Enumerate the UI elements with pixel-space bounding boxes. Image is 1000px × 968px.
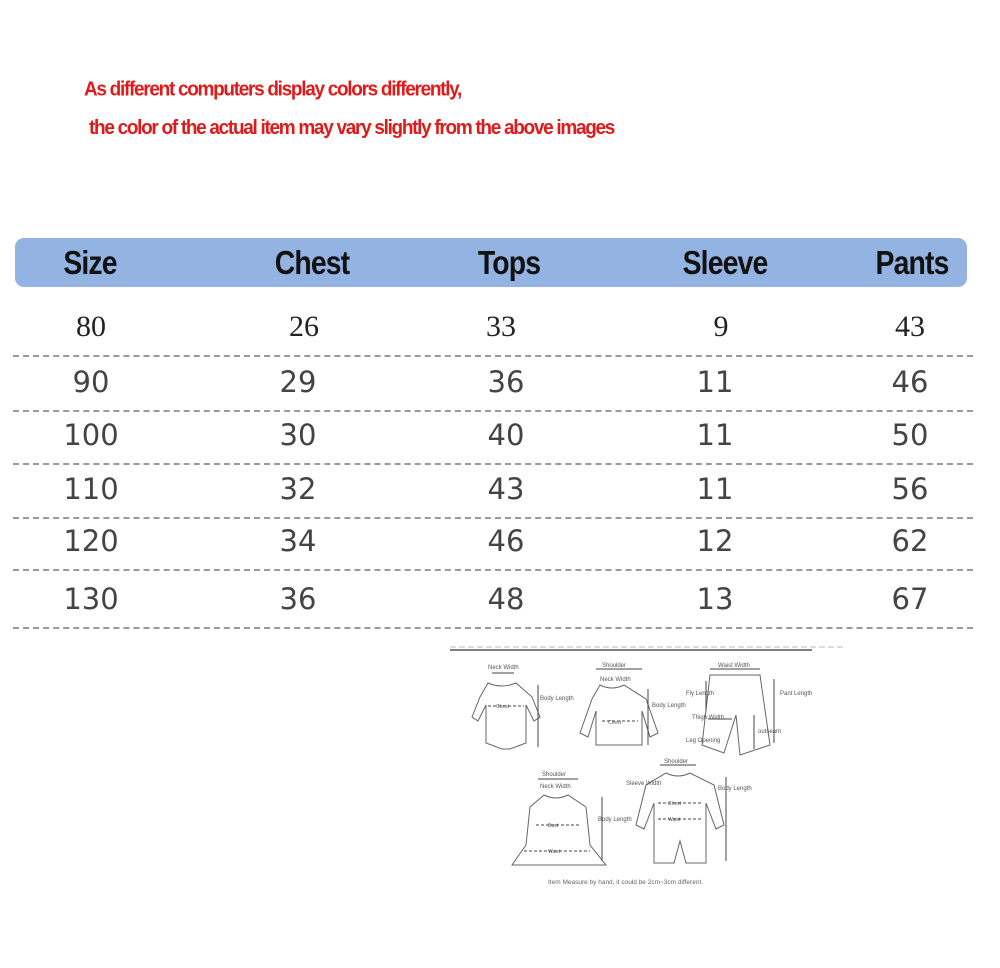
label-bust: Bust <box>548 823 559 829</box>
label-chest-top: Chest <box>608 720 622 726</box>
cell-tops: 40 <box>487 418 525 452</box>
header-size: Size <box>63 244 117 281</box>
label-body-length: Body Length <box>540 696 574 702</box>
header-pants: Pants <box>875 244 949 281</box>
table-row <box>13 464 973 519</box>
cell-sleeve: 11 <box>696 418 734 452</box>
label-romper-length: Body Length <box>718 786 752 792</box>
label-romper-waist: Waist <box>668 817 681 823</box>
color-disclaimer <box>84 70 614 148</box>
header-chest: Chest <box>274 244 350 281</box>
measurement-guide-illustration <box>440 645 850 890</box>
header-tops: Tops <box>477 244 541 281</box>
measurement-guide <box>440 645 850 890</box>
cell-tops: 43 <box>487 472 525 506</box>
romper-diagram <box>636 765 726 863</box>
size-table-header <box>15 238 967 287</box>
cell-size: 110 <box>63 472 119 506</box>
measure-footnote: Item Measure by hand, it could be 2cm~3cm different. <box>548 879 704 886</box>
cell-size: 90 <box>72 365 110 399</box>
label-shoulder: Shoulder <box>602 663 627 669</box>
table-row <box>13 302 973 357</box>
label-dress-shoulder: Shoulder <box>542 772 567 778</box>
cell-size: 130 <box>63 582 119 616</box>
table-row <box>13 357 973 412</box>
disclaimer-line-2: the color of the actual item may vary slightly from the above images <box>89 117 615 140</box>
label-neck-width-top: Neck Width <box>600 677 631 683</box>
cell-tops: 46 <box>487 524 525 558</box>
label-chest: Chest <box>496 704 510 710</box>
cell-chest: 26 <box>289 310 319 343</box>
table-row <box>13 574 973 629</box>
cell-chest: 29 <box>279 365 317 399</box>
cell-pants: 46 <box>891 365 929 399</box>
bodysuit-diagram <box>472 673 540 749</box>
label-thigh-width: Thigh Width <box>692 715 725 721</box>
cell-size: 100 <box>63 418 119 452</box>
table-row <box>13 516 973 571</box>
cell-sleeve: 13 <box>696 582 734 616</box>
cell-pants: 43 <box>895 310 925 343</box>
cell-pants: 56 <box>891 472 929 506</box>
cell-size: 120 <box>63 524 119 558</box>
cell-sleeve: 9 <box>713 310 729 343</box>
label-waist: Waist <box>548 849 561 855</box>
label-sleeve-width: Sleeve Width <box>626 781 662 787</box>
label-romper-chest: Chest <box>668 801 682 807</box>
label-outseam: outseam <box>758 729 782 735</box>
cell-chest: 30 <box>279 418 317 452</box>
label-pant-length: Pant Length <box>780 691 813 697</box>
label-romper-shoulder: Shoulder <box>664 759 689 765</box>
label-body-length-top: Body Length <box>652 703 686 709</box>
label-leg-opening: Leg Opening <box>686 738 721 744</box>
cell-pants: 67 <box>891 582 929 616</box>
label-waist-width: Waist Width <box>718 663 750 669</box>
cell-chest: 36 <box>279 582 317 616</box>
label-fly-length: Fly Length <box>686 691 715 697</box>
cell-tops: 48 <box>487 582 525 616</box>
cell-sleeve: 12 <box>696 524 734 558</box>
cell-chest: 32 <box>279 472 317 506</box>
top-icon <box>580 685 658 745</box>
cell-sleeve: 11 <box>696 472 734 506</box>
disclaimer-line-1: As different computers display colors differently, <box>84 78 462 101</box>
header-sleeve: Sleeve <box>682 244 768 281</box>
bodysuit-icon <box>472 683 540 749</box>
label-dress-neck-width: Neck Width <box>540 784 571 790</box>
cell-tops: 33 <box>486 310 516 343</box>
cell-size: 80 <box>76 310 106 343</box>
cell-sleeve: 11 <box>696 365 734 399</box>
label-neck-width: Neck Width <box>488 665 519 671</box>
table-row <box>13 410 973 465</box>
cell-pants: 50 <box>891 418 929 452</box>
cell-tops: 36 <box>487 365 525 399</box>
cell-pants: 62 <box>891 524 929 558</box>
label-dress-length: Body Length <box>598 817 632 823</box>
cell-chest: 34 <box>279 524 317 558</box>
